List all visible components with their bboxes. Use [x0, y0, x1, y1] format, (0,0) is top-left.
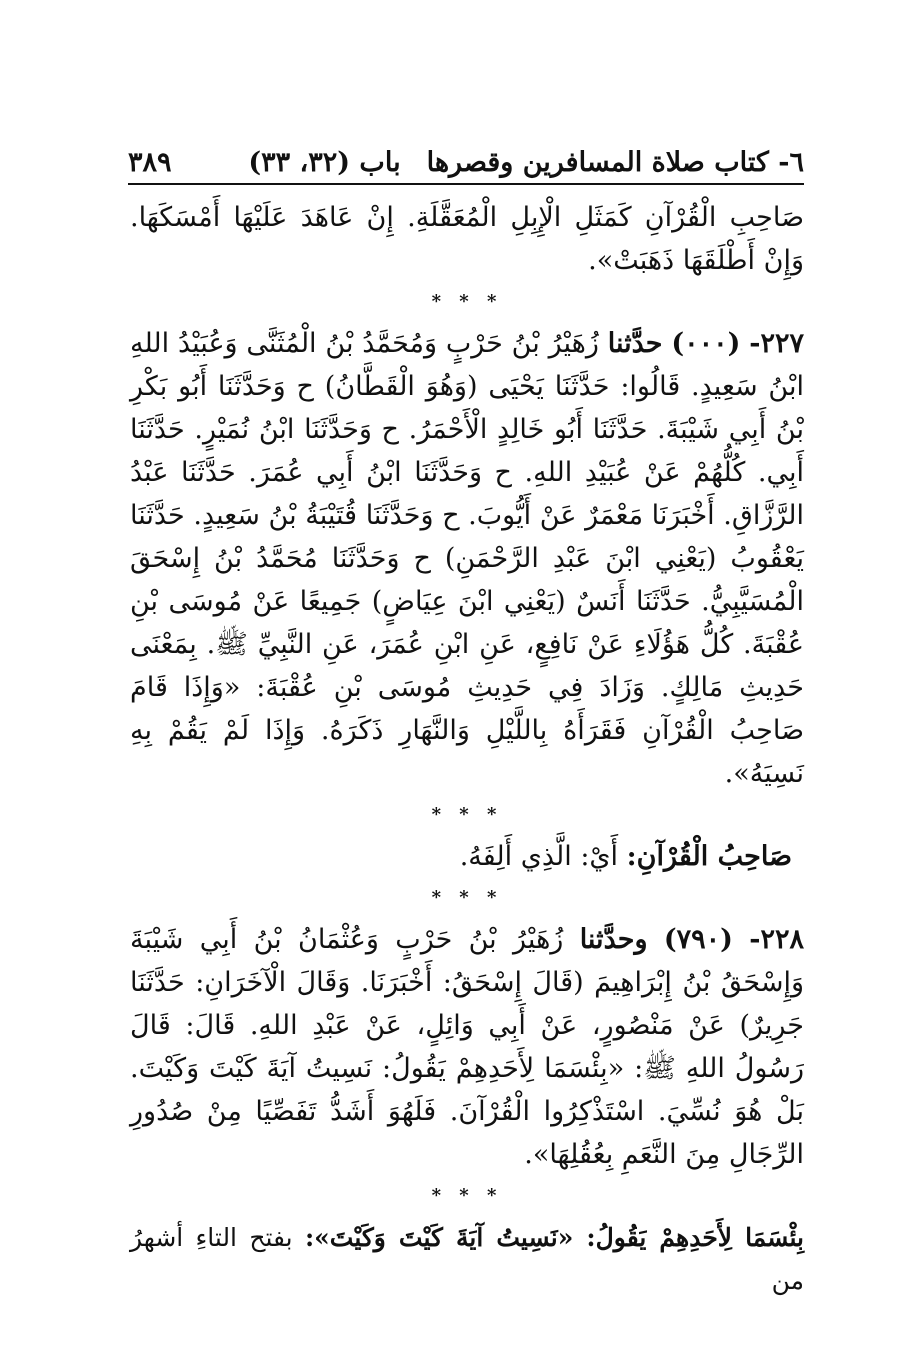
- hadith-number: ٢٢٨-: [749, 924, 804, 955]
- hadith-228: [130, 918, 804, 1176]
- gloss-text: بفتح التاءِ أشهرُ من: [130, 1223, 804, 1295]
- hadith-reference: (٧٩٠): [663, 924, 733, 955]
- chapter-title: ٦- كتاب صلاة المسافرين وقصرها: [426, 147, 804, 178]
- separator-stars: * * *: [431, 804, 503, 825]
- continuation-text: صَاحِبِ الْقُرْآنِ كَمَثَلِ الْإِبِلِ الْمُعَقَّلَةِ. إِنْ عَاهَدَ عَلَيْهَا أَمْسَكَهَا. وَإِنْ أَطْلَقَهَا ذَهَبَتْ».: [130, 202, 804, 276]
- gloss-term: صَاحِبُ الْقُرْآنِ:: [626, 841, 792, 872]
- separator-stars: * * *: [431, 887, 503, 908]
- gloss-227: [130, 835, 804, 878]
- hadith-lead: وحدَّثنا: [579, 924, 648, 955]
- separator-stars: * * *: [431, 291, 503, 312]
- page-body: [130, 196, 804, 1302]
- hadith-number: ٢٢٧-: [749, 328, 804, 359]
- gloss-term: بِئْسَمَا لِأَحَدِهِمْ يَقُولُ: «نَسِيتُ آيَةَ كَيْتَ وَكَيْتَ»:: [304, 1223, 804, 1252]
- section-title: باب (٣٢، ٣٣): [248, 147, 401, 178]
- hadith-227: [130, 322, 804, 795]
- header-rule: [128, 183, 804, 185]
- gloss-text: أَيْ: الَّذِي أَلِفَهُ.: [459, 841, 619, 872]
- hadith-reference: (٠٠٠): [671, 328, 741, 359]
- hadith-lead: حدَّثنا: [607, 328, 663, 359]
- hadith-text: زُهَيْرُ بْنُ حَرْبٍ وَمُحَمَّدُ بْنُ الْمُثَنَّى وَعُبَيْدُ اللهِ ابْنُ سَعِيدٍ. قَالُوا: حَدَّثَنَا يَحْيَى (وَهُوَ الْقَطَّانُ) ح وَحَدَّثَنَا أَبُو بَكْرِ بْنُ أَبِي شَيْبَةَ. حَدَّثَنَا أَبُو خَالِدٍ الْأَحْمَرُ. ح وَحَدَّثَنَا ابْنُ نُمَيْرٍ. حَدَّثَنَا أَبِي. كُلُّهُمْ عَنْ عُبَيْدِ اللهِ. ح وَحَدَّثَنَا ابْنُ أَبِي عُمَرَ. حَدَّثَنَا عَبْدُ الرَّزَّاقِ. أَخْبَرَنَا مَعْمَرٌ عَنْ أَيُّوبَ. ح وَحَدَّثَنَا قُتَيْبَةُ بْنُ سَعِيدٍ. حَدَّثَنَا يَعْقُوبُ (يَعْنِي ابْنَ عَبْدِ الرَّحْمَنِ) ح وَحَدَّثَنَا مُحَمَّدُ بْنُ إِسْحَقَ الْمُسَيَّبِيُّ. حَدَّثَنَا أَنَسٌ (يَعْنِي ابْنَ عِيَاضٍ) جَمِيعًا عَنْ مُوسَى بْنِ عُقْبَةَ. كُلُّ هَؤُلَاءِ عَنْ نَافِعٍ، عَنِ ابْنِ عُمَرَ، عَنِ النَّبِيِّ ﷺ. بِمَعْنَى حَدِيثِ مَالِكٍ. وَزَادَ فِي حَدِيثِ مُوسَى بْنِ عُقْبَةَ: «وَإِذَا قَامَ صَاحِبُ الْقُرْآنِ فَقَرَأَهُ بِاللَّيْلِ وَالنَّهَارِ ذَكَرَهُ. وَإِذَا لَمْ يَقُمْ بِهِ نَسِيَهُ».: [130, 328, 804, 789]
- page-number: ٣٨٩: [128, 147, 172, 178]
- hadith-text: زُهَيْرُ بْنُ حَرْبٍ وَعُثْمَانُ بْنُ أَبِي شَيْبَةَ وَإِسْحَقُ بْنُ إِبْرَاهِيمَ (قَالَ إِسْحَقُ: أَخْبَرَنَا. وَقَالَ الْآخَرَانِ: حَدَّثَنَا جَرِيرٌ) عَنْ مَنْصُورٍ، عَنْ أَبِي وَائِلٍ، عَنْ عَبْدِ اللهِ. قَالَ: قَالَ رَسُولُ اللهِ ﷺ: «بِئْسَمَا لِأَحَدِهِمْ يَقُولُ: نَسِيتُ آيَةَ كَيْتَ وَكَيْتَ. بَلْ هُوَ نُسِّيَ. اسْتَذْكِرُوا الْقُرْآنَ. فَلَهُوَ أَشَدُّ تَفَصِّيًا مِنْ صُدُورِ الرِّجَالِ مِنَ النَّعَمِ بِعُقُلِهَا».: [130, 924, 804, 1170]
- separator-stars: * * *: [431, 1185, 503, 1206]
- running-header: [128, 132, 804, 178]
- gloss-228: [130, 1216, 804, 1302]
